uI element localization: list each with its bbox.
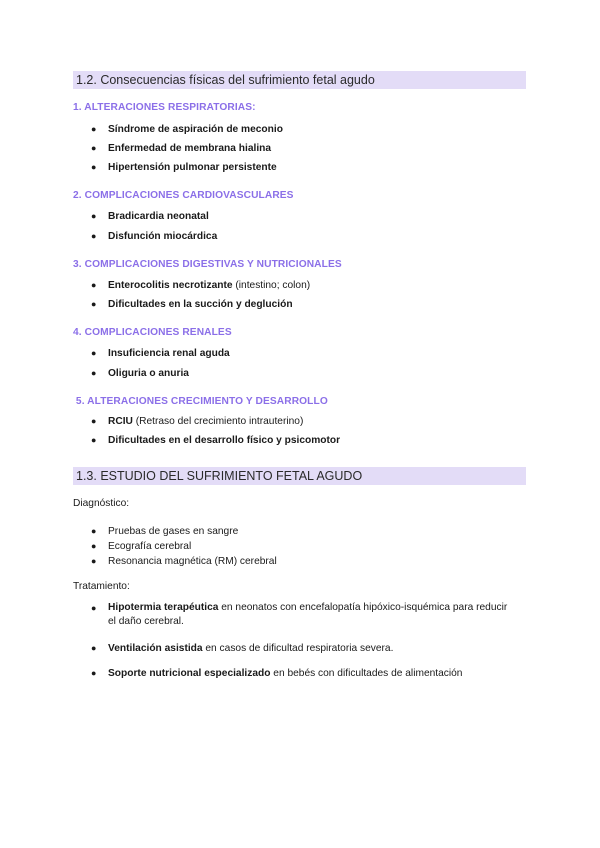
bullet-icon: ● — [91, 526, 97, 536]
list-item: ● Enterocolitis necrotizante (intestino; colon) — [91, 280, 311, 291]
list-item: ● Pruebas de gases en sangre — [91, 526, 239, 537]
list-item: ● Ventilación asistida en casos de dificultad respiratoria severa. — [91, 643, 394, 654]
bullet-icon: ● — [91, 124, 97, 134]
bullet-icon: ● — [91, 668, 97, 678]
list-item: ● Disfunción miocárdica — [91, 231, 218, 242]
bullet-icon: ● — [91, 162, 97, 172]
subheading-cardiovasculares: 2. COMPLICACIONES CARDIOVASCULARES — [73, 190, 294, 201]
list-item: ● Hipotermia terapéutica en neonatos con encefalopatía hipóxico-isquémica para reducir el daño cerebral. — [91, 602, 508, 627]
bullet-icon: ● — [91, 643, 97, 653]
bullet-icon: ● — [91, 348, 97, 358]
subheading-crecimiento: 5. ALTERACIONES CRECIMIENTO Y DESARROLLO — [73, 396, 328, 407]
list-item: ● Bradicardia neonatal — [91, 211, 209, 222]
list-item: ● Enfermedad de membrana hialina — [91, 143, 272, 154]
bullet-icon: ● — [91, 603, 97, 613]
subheading-respiratorias: 1. ALTERACIONES RESPIRATORIAS: — [73, 102, 256, 113]
section-title-1-2: 1.2. Consecuencias físicas del sufrimiento fetal agudo — [73, 71, 526, 89]
list-item: ● Dificultades en la succión y deglución — [91, 299, 293, 310]
list-item: ● Síndrome de aspiración de meconio — [91, 124, 283, 135]
section-title-1-3: 1.3. ESTUDIO DEL SUFRIMIENTO FETAL AGUDO — [73, 467, 526, 485]
subheading-renales: 4. COMPLICACIONES RENALES — [73, 327, 232, 338]
bullet-icon: ● — [91, 556, 97, 566]
list-item: ● Soporte nutricional especializado en bebés con dificultades de alimentación — [91, 668, 463, 679]
tratamiento-label: Tratamiento: — [73, 581, 130, 592]
bullet-icon: ● — [91, 143, 97, 153]
list-item: ● Dificultades en el desarrollo físico y psicomotor — [91, 435, 341, 446]
list-item: ● Resonancia magnética (RM) cerebral — [91, 556, 277, 567]
bullet-icon: ● — [91, 368, 97, 378]
bullet-icon: ● — [91, 231, 97, 241]
bullet-icon: ● — [91, 211, 97, 221]
list-item: ● Hipertensión pulmonar persistente — [91, 162, 277, 173]
list-item: ● Ecografía cerebral — [91, 541, 192, 552]
bullet-icon: ● — [91, 280, 97, 290]
bullet-icon: ● — [91, 299, 97, 309]
bullet-icon: ● — [91, 541, 97, 551]
bullet-icon: ● — [91, 416, 97, 426]
list-item: ● Oliguria o anuria — [91, 368, 189, 379]
bullet-icon: ● — [91, 435, 97, 445]
diagnostico-label: Diagnóstico: — [73, 498, 130, 509]
list-item: ● RCIU (Retraso del crecimiento intrauterino) — [91, 416, 304, 427]
list-item: ● Insuficiencia renal aguda — [91, 348, 230, 359]
subheading-digestivas: 3. COMPLICACIONES DIGESTIVAS Y NUTRICIONALES — [73, 259, 342, 270]
